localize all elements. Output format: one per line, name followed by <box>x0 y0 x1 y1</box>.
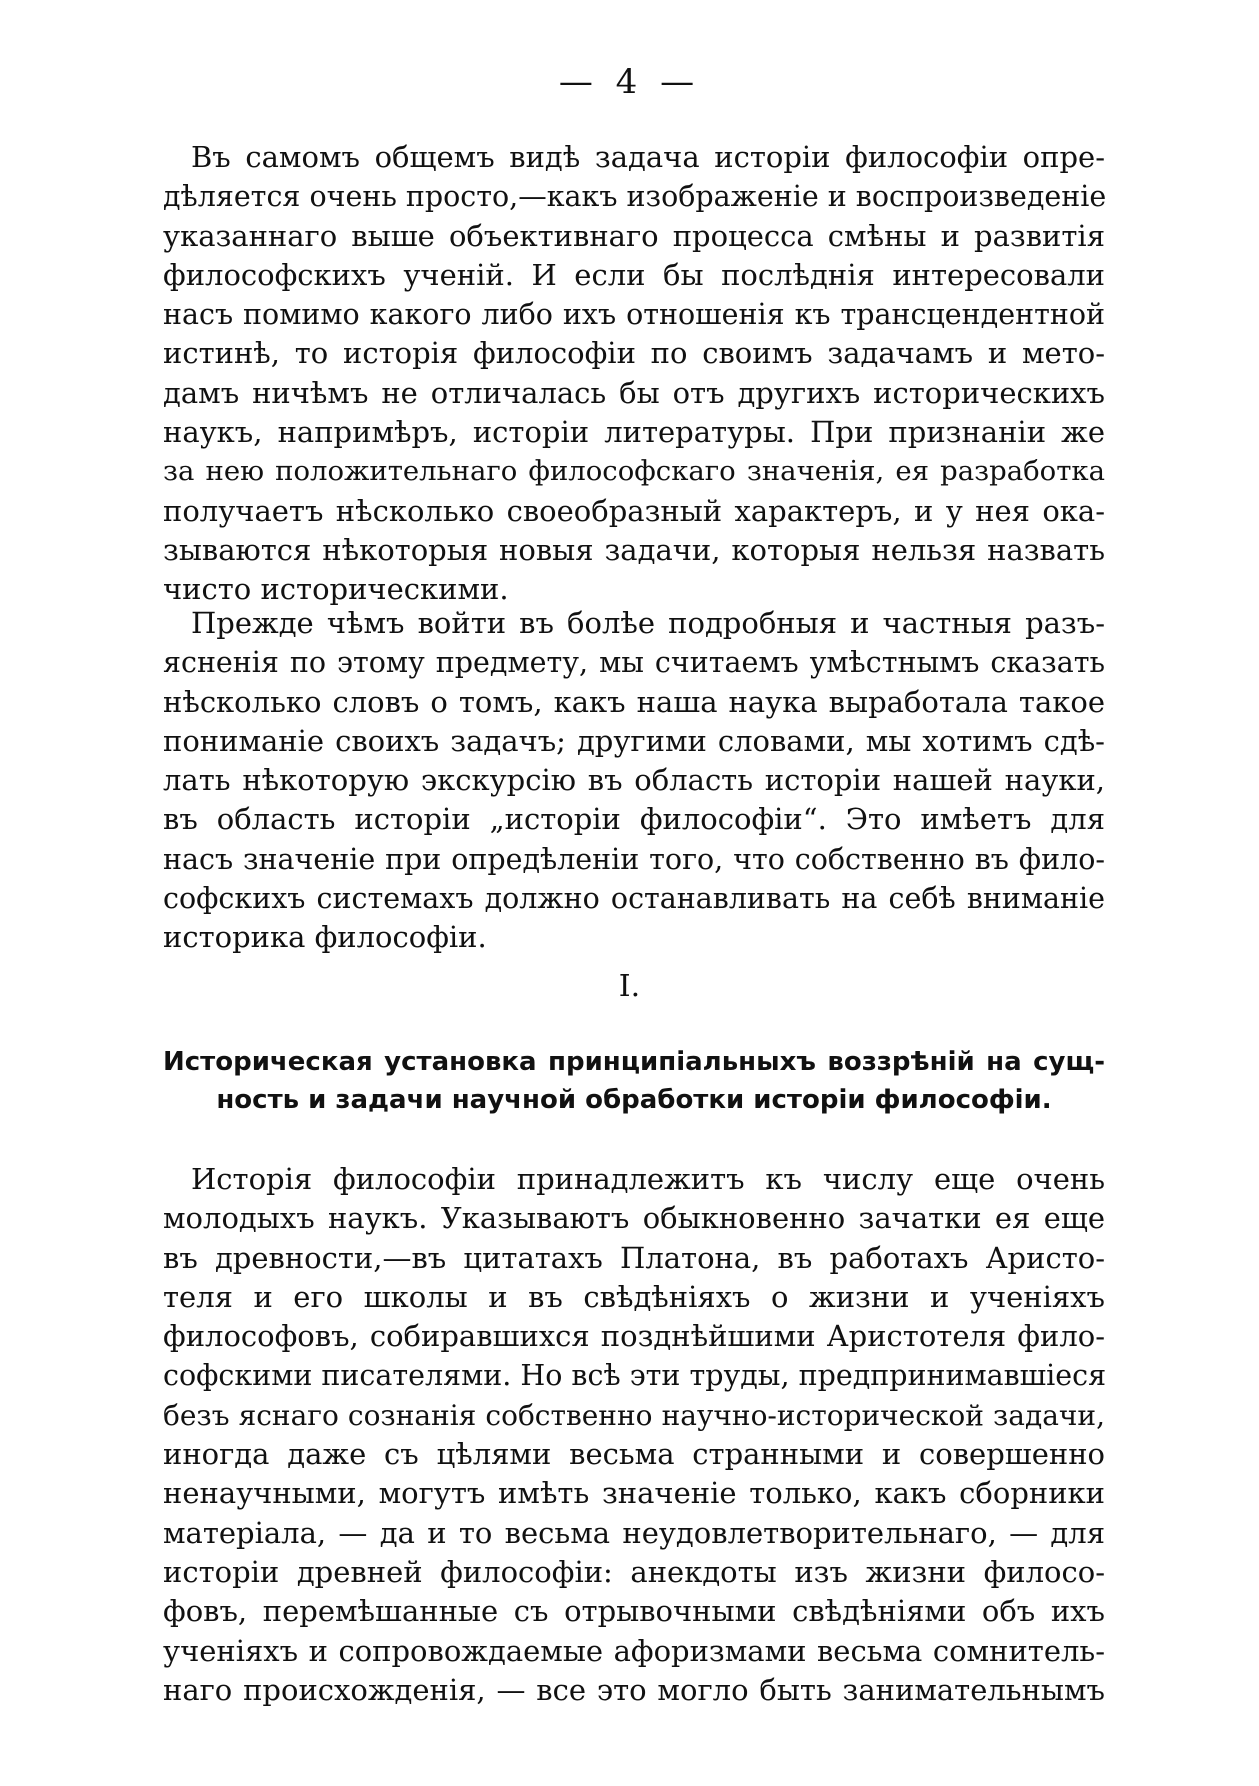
text-line: фовъ, перемѣшанные съ отрывочными свѣдѣніями объ ихъ <box>163 1594 1105 1629</box>
paragraph-excursus <box>163 604 1105 958</box>
text-line: дамъ ничѣмъ не отличалась бы отъ другихъ историческихъ <box>163 375 1105 410</box>
text-line: чисто историческими. <box>163 572 509 607</box>
text-line: историка философіи. <box>163 920 487 955</box>
text-line: указаннаго выше объективнаго процесса смѣны и развитія <box>163 218 1105 253</box>
text-line: дѣляется очень просто,—какъ изображеніе и воспроизведеніе <box>163 180 1107 214</box>
text-line: въ древности,—въ цитатахъ Платона, въ работахъ Аристо- <box>163 1240 1105 1275</box>
text-line: философскихъ ученій. И если бы послѣднія интересовали <box>163 257 1105 292</box>
heading-line: Историческая установка принципіальныхъ воззрѣній на сущ- <box>163 1047 1105 1077</box>
text-line: Исторія философіи принадлежитъ къ числу еще очень <box>191 1162 1105 1196</box>
text-line: ненаучными, могутъ имѣть значеніе только, какъ сборники <box>163 1476 1105 1511</box>
text-line: нѣсколько словъ о томъ, какъ наша наука выработала такое <box>163 684 1105 719</box>
text-line: насъ значеніе при опредѣленіи того, что собственно въ фило- <box>163 842 1105 876</box>
text-line: пониманіе своихъ задачъ; другими словами, мы хотимъ сдѣ- <box>163 723 1105 758</box>
text-line: въ область исторіи „исторіи философіи“. Это имѣетъ для <box>163 802 1105 837</box>
text-line: безъ яснаго сознанія собственно научно-исторической задачи, <box>163 1398 1105 1432</box>
text-line: наукъ, напримѣръ, исторіи литературы. При признаніи же <box>163 415 1105 450</box>
text-line: лать нѣкоторую экскурсію въ область исторіи нашей науки, <box>163 763 1105 798</box>
page-number: — 4 — <box>558 62 701 102</box>
text-line: софскими писателями. Но всѣ эти труды, предпринимавшіеся <box>163 1359 1107 1393</box>
text-line: матеріала, — да и то весьма неудовлетворительнаго, — для <box>163 1515 1105 1550</box>
text-line: зываются нѣкоторыя новыя задачи, которыя нельзя назвать <box>163 532 1105 567</box>
text-line: молодыхъ наукъ. Указываютъ обыкновенно зачатки ея еще <box>163 1201 1105 1236</box>
section-number: I. <box>618 969 641 1004</box>
text-line: исторіи древней философіи: анекдоты изъ жизни филосо- <box>163 1554 1105 1589</box>
text-line: иногда даже съ цѣлями весьма странными и совершенно <box>163 1437 1105 1472</box>
text-line: истинѣ, то исторія философіи по своимъ задачамъ и мето- <box>163 336 1105 371</box>
text-line: наго происхожденія, — все это могло быть занимательнымъ <box>163 1672 1105 1707</box>
paragraph-intro <box>163 138 1105 610</box>
text-line: Прежде чѣмъ войти въ болѣе подробныя и частныя разъ- <box>191 606 1105 640</box>
text-line: философовъ, собиравшихся позднѣйшими Аристотеля фило- <box>163 1319 1105 1354</box>
paragraph-history <box>163 1160 1105 1710</box>
text-line: софскихъ системахъ должно останавливать на себѣ вниманіе <box>163 882 1105 916</box>
text-line: ясненія по этому предмету, мы считаемъ умѣстнымъ сказать <box>163 646 1105 680</box>
section-heading <box>163 1043 1105 1119</box>
text-line: Въ самомъ общемъ видѣ задача исторіи философіи опре- <box>191 140 1105 174</box>
text-line: теля и его школы и въ свѣдѣніяхъ о жизни и ученіяхъ <box>163 1279 1105 1314</box>
text-line: ученіяхъ и сопровождаемые афоризмами весьма сомнитель- <box>163 1633 1105 1668</box>
text-line: за нею положительнаго философскаго значенія, ея разработка <box>163 455 1105 488</box>
text-line: насъ помимо какого либо ихъ отношенія къ трансцендентной <box>163 298 1105 332</box>
heading-line: ность и задачи научной обработки исторіи философіи. <box>216 1085 1052 1115</box>
text-line: получаетъ нѣсколько своеобразный характеръ, и у нея ока- <box>163 493 1105 528</box>
